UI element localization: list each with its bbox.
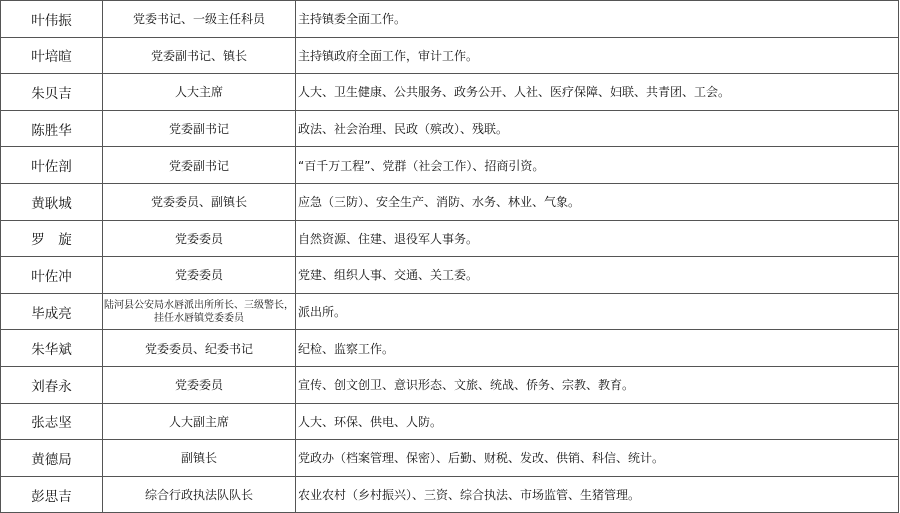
role-cell: 陆河县公安局水唇派出所所长、三级警长，挂任水唇镇党委委员 [103, 293, 296, 330]
duty-cell: “百千万工程”、党群（社会工作）、招商引资。 [296, 147, 899, 184]
name-cell: 毕成亮 [1, 293, 103, 330]
role-cell: 党委委员 [103, 220, 296, 257]
table-row [1, 110, 899, 147]
table-row [1, 257, 899, 294]
role-cell: 党委副书记 [103, 147, 296, 184]
duty-cell: 农业农村（乡村振兴）、三资、综合执法、市场监管、生猪管理。 [296, 476, 899, 513]
table-row [1, 1, 899, 38]
duty-cell: 自然资源、住建、退役军人事务。 [296, 220, 899, 257]
duty-cell: 宣传、创文创卫、意识形态、文旅、统战、侨务、宗教、教育。 [296, 366, 899, 403]
table-row [1, 366, 899, 403]
duty-cell: 应急（三防）、安全生产、消防、水务、林业、气象。 [296, 183, 899, 220]
duty-cell: 党政办（档案管理、保密）、后勤、财税、发改、供销、科信、统计。 [296, 440, 899, 477]
name-cell: 罗 旋 [1, 220, 103, 257]
duty-cell: 主持镇委全面工作。 [296, 1, 899, 38]
role-cell: 综合行政执法队队长 [103, 476, 296, 513]
role-cell: 人大主席 [103, 74, 296, 111]
table-row [1, 293, 899, 330]
table-row [1, 330, 899, 367]
table-row [1, 476, 899, 513]
duty-cell: 人大、卫生健康、公共服务、政务公开、人社、医疗保障、妇联、共青团、工会。 [296, 74, 899, 111]
role-cell: 党委委员、副镇长 [103, 183, 296, 220]
duty-cell: 纪检、监察工作。 [296, 330, 899, 367]
role-cell: 党委副书记、镇长 [103, 37, 296, 74]
role-cell: 党委副书记 [103, 110, 296, 147]
duty-cell: 派出所。 [296, 293, 899, 330]
table-body [1, 1, 899, 513]
role-cell: 人大副主席 [103, 403, 296, 440]
name-cell: 叶伟振 [1, 1, 103, 38]
duty-cell: 政法、社会治理、民政（殡改）、残联。 [296, 110, 899, 147]
duty-cell: 人大、环保、供电、人防。 [296, 403, 899, 440]
role-cell: 党委委员、纪委书记 [103, 330, 296, 367]
duty-cell: 主持镇政府全面工作，审计工作。 [296, 37, 899, 74]
role-cell: 党委委员 [103, 257, 296, 294]
name-cell: 叶佐剖 [1, 147, 103, 184]
duty-cell: 党建、组织人事、交通、关工委。 [296, 257, 899, 294]
name-cell: 陈胜华 [1, 110, 103, 147]
name-cell: 刘春永 [1, 366, 103, 403]
role-cell: 党委书记、一级主任科员 [103, 1, 296, 38]
role-cell: 党委委员 [103, 366, 296, 403]
table-row [1, 147, 899, 184]
name-cell: 叶佐冲 [1, 257, 103, 294]
table-row [1, 37, 899, 74]
table-row [1, 183, 899, 220]
name-cell: 黄德局 [1, 440, 103, 477]
name-cell: 黄耿城 [1, 183, 103, 220]
table-row [1, 440, 899, 477]
name-cell: 叶培暄 [1, 37, 103, 74]
name-cell: 彭思吉 [1, 476, 103, 513]
table-row [1, 403, 899, 440]
table-row [1, 74, 899, 111]
role-cell: 副镇长 [103, 440, 296, 477]
table-row [1, 220, 899, 257]
name-cell: 朱华斌 [1, 330, 103, 367]
name-cell: 张志坚 [1, 403, 103, 440]
name-cell: 朱贝吉 [1, 74, 103, 111]
